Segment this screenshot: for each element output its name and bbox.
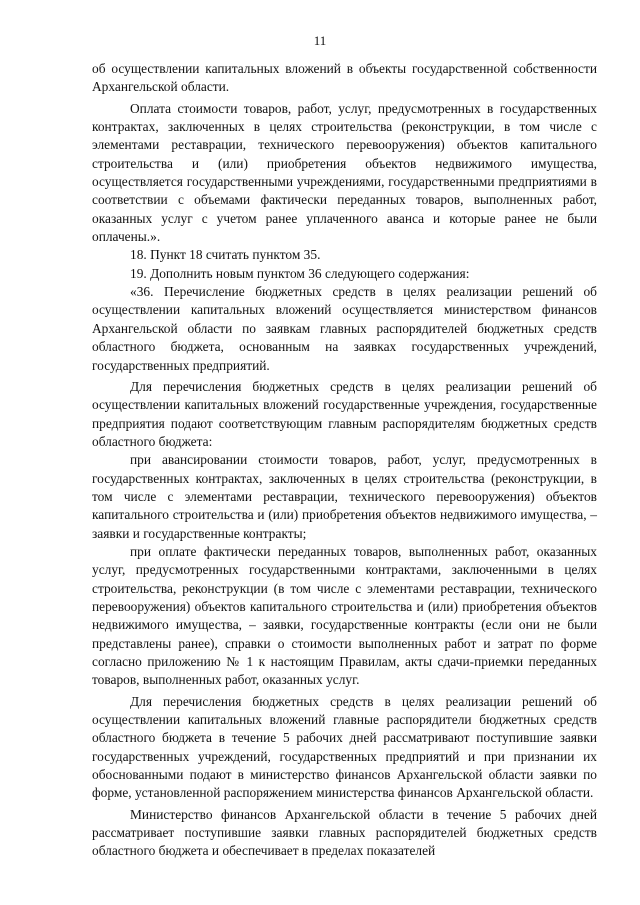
paragraph-item-19: 19. Дополнить новым пунктом 36 следующего содержания:: [130, 265, 470, 281]
paragraph-continuation: об осуществлении капитальных вложений в объекты государственной собственности Архангельской области.: [92, 61, 597, 95]
paragraph-actual-payment: при оплате фактически переданных товаров, выполненных работ, оказанных услуг, предусмотренных государственными контрактами, заключенными в целях строительства, реконструкции (в том числе с элементами реставрации, технического перевооружения) объектов капитального строительства и (или) приобретения объектов недвижимого имущества, – заявки, государственные контракты (если они не были представлены ранее), справки о стоимости выполненных работ и затрат по форме согласно приложению № 1 к настоящим Правилам, акты сдачи-приемки переданных товаров, выполненных работ, оказанных услуг.: [92, 543, 597, 688]
paragraph-item-36: «36. Перечисление бюджетных средств в целях реализации решений об осуществлении капитальных вложений осуществляется министерством финансов Архангельской области по заявкам главных распорядителей бюджетных средств областного бюджета, основанным на заявках государственных учреждений, государственных предприятий.: [92, 284, 597, 373]
paragraph-distributors-review: Для перечисления бюджетных средств в целях реализации решений об осуществлении капитальных вложений главные распорядители бюджетных средств областного бюджета в течение 5 рабочих дней рассматривают поступившие заявки государственных учреждений, государственных предприятий и при признании их обоснованными подают в министерство финансов Архангельской области заявки по форме, установленной распоряжением министерства финансов Архангельской области.: [92, 693, 597, 801]
paragraph-transfer-request: Для перечисления бюджетных средств в целях реализации решений об осуществлении капитальных вложений государственные учреждения, государственные предприятия подают соответствующим главным распорядителям бюджетных средств областного бюджета:: [92, 378, 597, 449]
document-body: [92, 60, 597, 861]
paragraph-ministry-review: Министерство финансов Архангельской области в течение 5 рабочих дней рассматривает поступившие заявки главных распорядителей бюджетных средств областного бюджета и обеспечивает в пределах показателей: [92, 806, 597, 859]
paragraph-payment: Оплата стоимости товаров, работ, услуг, предусмотренных в государственных контрактах, заключенных в целях строительства (реконструкции, в том числе с элементами реставрации, технического перевооружения) объектов капитального строительства и (или) приобретения объектов недвижимого имущества, осуществляется государственными учреждениями, государственными предприятиями в соответствии с объемами фактически переданных товаров, выполненных работ, оказанных услуг с учетом ранее уплаченного аванса и которые ранее не были оплачены.».: [92, 100, 597, 245]
paragraph-item-18: 18. Пункт 18 считать пунктом 35.: [130, 247, 321, 263]
paragraph-advance-payment: при авансировании стоимости товаров, работ, услуг, предусмотренных в государственных контрактах, заключенных в целях строительства (реконструкции, в том числе с элементами реставрации, технического перевооружения) объектов капитального строительства и (или) приобретения объектов недвижимого имущества, – заявки и государственные контракты;: [92, 452, 597, 541]
page-number: 11: [313, 33, 327, 48]
